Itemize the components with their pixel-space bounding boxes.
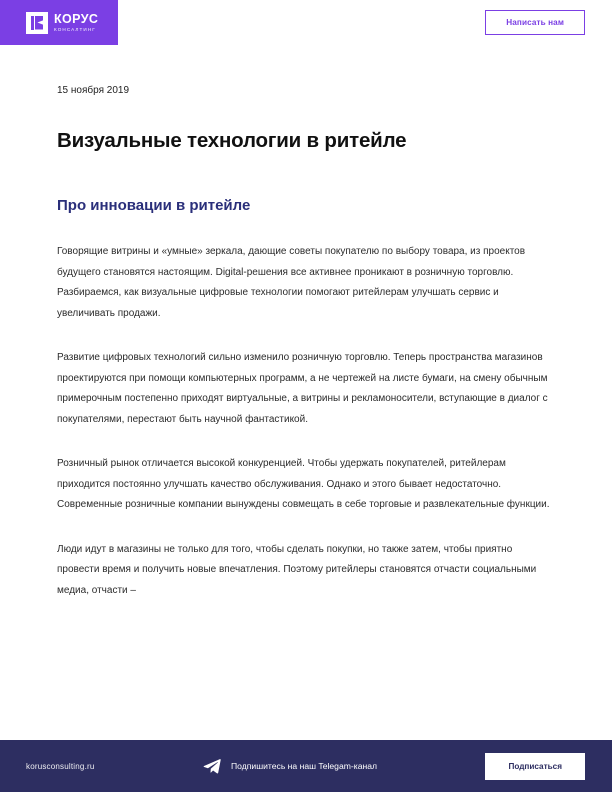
korus-logo-icon (26, 12, 48, 34)
telegram-text: Подпишитесь на наш Telegam-канал (230, 761, 378, 771)
page-header (0, 0, 612, 45)
korus-logo[interactable] (26, 12, 98, 34)
logo-title: КОРУС (54, 11, 99, 26)
article-paragraph: Розничный рынок отличается высокой конкуренцией. Чтобы удержать покупателей, ритейлерам приходится постоянно улучшать качество обслуживания. Однако и этого бывает недостаточно. Современные розничные компании вынуждены совмещать в себе торговые и развлекательные функции. (57, 458, 550, 510)
article-content (0, 45, 612, 740)
article-date: 15 ноября 2019 (57, 85, 130, 96)
article-paragraph: Люди идут в магазины не только для того, чтобы сделать покупки, но также затем, чтобы приятно провести время и получить новые впечатления. Поэтому ритейлеры становятся отчасти социальными медиа, отчасти – (57, 543, 537, 596)
section-heading: Про инновации в ритейле (57, 197, 251, 214)
logo-subtitle: КОНСАЛТИНГ (54, 26, 96, 32)
logo-block[interactable] (0, 0, 118, 45)
page-title: Визуальные технологии в ритейле (57, 129, 407, 152)
article-paragraph: Развитие цифровых технологий сильно изменило розничную торговлю. Теперь пространства магазинов проектируются при помощи компьютерных программ, а не чертежей на листе бумаги, на смену обычным примерочным постепенно приходят виртуальные, а витрины и рекламоносители, вступающие в диалог с покупателями, перестают быть научной фантастикой. (57, 352, 548, 425)
contact-us-button[interactable]: Написать нам (485, 10, 585, 35)
header-actions (485, 0, 612, 45)
logo-text (54, 13, 98, 33)
subscribe-button[interactable]: Подписаться (485, 753, 585, 780)
telegram-promo[interactable] (203, 759, 377, 774)
footer-site-url: korusconsulting.ru (26, 761, 95, 771)
page-footer (0, 740, 612, 792)
article-paragraph: Говорящие витрины и «умные» зеркала, дающие советы покупателю по выбору товара, из проектов будущего становятся настоящим. Digital-решения все активнее проникают в розничную торговлю. Разбираемся, как визуальные цифровые технологии помогают ритейлерам улучшать сервис и увеличивать продажи. (57, 246, 526, 319)
telegram-icon (203, 759, 221, 774)
